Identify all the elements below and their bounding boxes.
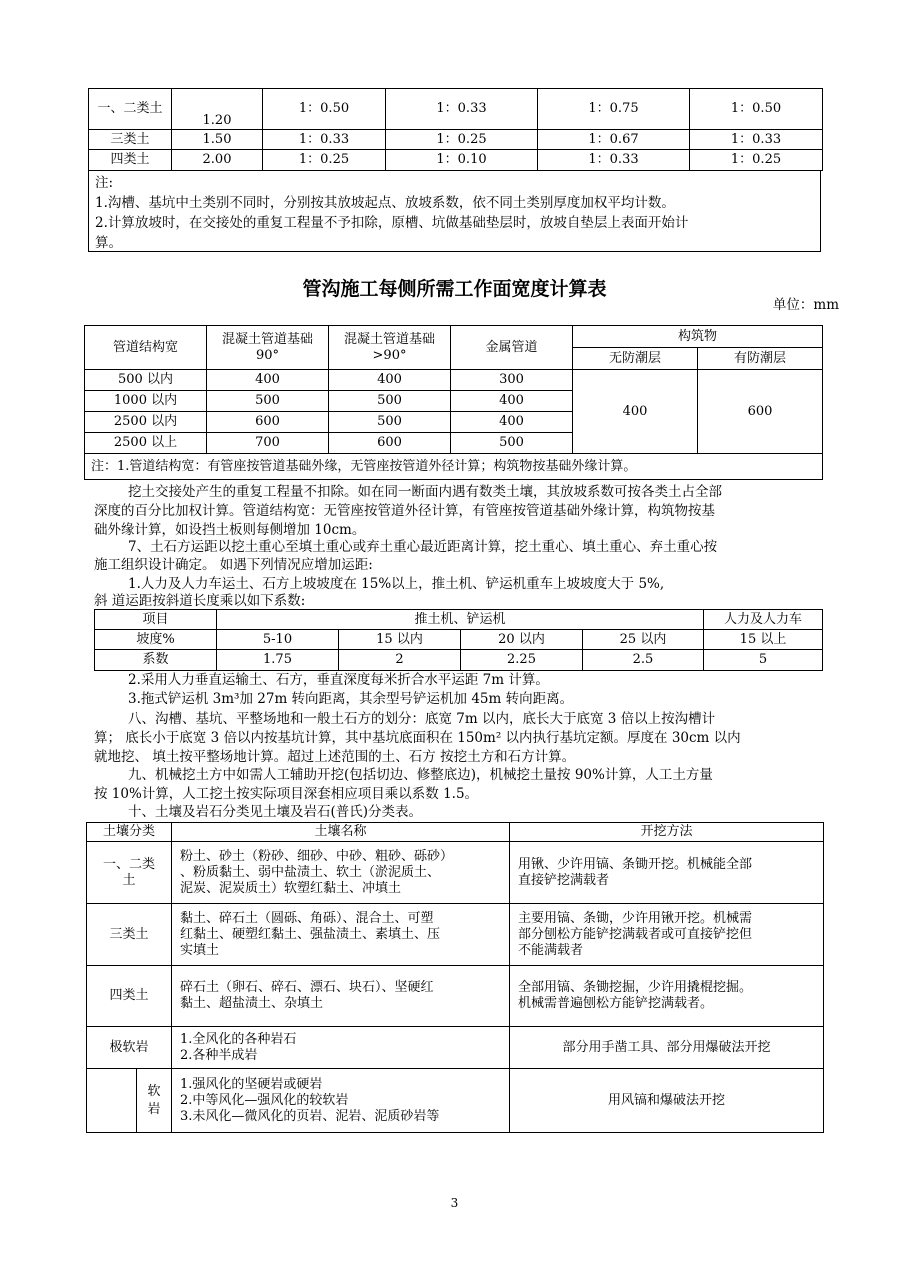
note-line: 算。 (95, 235, 122, 251)
work-width-table (84, 325, 823, 480)
table-header-row (95, 610, 823, 630)
column-header: 土壤分类 (87, 823, 172, 842)
table-cell: 400 (451, 391, 573, 412)
column-header: 金属管道 (451, 326, 573, 370)
column-header: 开挖方法 (510, 823, 824, 842)
page-title: 管沟施工每侧所需工作面宽度计算表 (302, 278, 607, 300)
soil-names-cell (172, 904, 510, 966)
paragraph-line: 深度的百分比加权计算。管道结构宽：无管座按管道外径计算，有管座按管道基础外缘计算，构筑物按基 (94, 503, 715, 519)
paragraph-line: 挖土交接处产生的重复工程量不扣除。如在同一断面内遇有数类土壤，其放坡系数可按各类土占全部 (128, 484, 722, 500)
method-cell (510, 904, 824, 966)
table-cell: 三类土 (89, 130, 172, 150)
text-line: 黏土、超盐渍土、杂填土 (180, 996, 324, 1011)
table-row (87, 1069, 824, 1133)
table-cell: 一、二类土 (89, 89, 172, 130)
table-header-row (85, 326, 823, 348)
table-row (95, 650, 823, 671)
text-line: 粉土、砂土（粉砂、细砂、中砂、粗砂、砾砂） (180, 848, 454, 864)
table-cell: 1：0.33 (538, 150, 690, 171)
text-line: 1.强风化的坚硬岩或硬岩 (180, 1076, 323, 1092)
table-cell: 500 (329, 412, 451, 433)
table-cell: 1：0.25 (263, 150, 386, 171)
soil-names-cell (172, 842, 510, 904)
text-line: 部分刨松方能铲挖满载者或可直接铲挖但 (518, 926, 753, 942)
table-cell: 1：0.33 (690, 130, 823, 150)
column-header: 土壤名称 (172, 823, 510, 842)
soil-subclass-cell: 软岩 (137, 1069, 172, 1133)
text-line: 主要用镐、条锄，少许用锹开挖。机械需 (518, 910, 753, 926)
table-cell: 1.50 (172, 130, 263, 150)
text-line: 2.各种半成岩 (180, 1047, 258, 1063)
table-cell: 1：0.33 (386, 89, 538, 130)
table-cell: 15 以上 (704, 630, 823, 650)
soil-class-cell: 三类土 (87, 904, 172, 966)
table-cell: 1.75 (217, 650, 339, 671)
table-cell: 600 (698, 370, 823, 454)
table-cell: 400 (207, 370, 329, 391)
table-cell: 1：0.75 (538, 89, 690, 130)
paragraph-line: 九、机械挖土方中如需人工辅助开挖(包括切边、修整底边)，机械挖土量按 90%计算，人工土方量 (128, 767, 713, 783)
table-cell: 1：0.25 (690, 150, 823, 171)
table-cell: 1：0.50 (690, 89, 823, 130)
paragraph-line: 算； 底长小于底宽 3 倍以内按基坑计算，其中基坑底面积在 150m² 以内执行基坑定额。厚度在 30cm 以内 (94, 730, 741, 746)
text-line: 不能满载者 (518, 942, 584, 958)
soil-names-cell (172, 1027, 510, 1069)
table-row (87, 966, 824, 1027)
paragraph-line: 斜 道运距按斜道长度乘以如下系数: (94, 593, 306, 609)
column-header: 推土机、铲运机 (217, 610, 704, 630)
table-cell: 500 (329, 391, 451, 412)
paragraph-line: 按 10%计算，人工挖土按实际项目深套相应项目乘以系数 1.5。 (94, 786, 479, 802)
table-row (85, 370, 823, 391)
table-note: 注：1.管道结构宽：有管座按管道基础外缘，无管座按管道外径计算；构筑物按基础外缘计算。 (85, 454, 823, 480)
method-cell (510, 966, 824, 1027)
note-line: 注: (95, 175, 114, 191)
text-line: 红黏土、硬塑红黏土、强盐渍土、素填土、压 (180, 926, 441, 942)
column-header: 项目 (95, 610, 217, 630)
text-line: 1.全风化的各种岩石 (180, 1031, 297, 1047)
paragraph-line: 础外缘计算，如设挡土板则每侧增加 10cm。 (94, 522, 366, 538)
table-row (87, 1027, 824, 1069)
table-cell: 700 (207, 433, 329, 454)
table-cell: 15 以内 (339, 630, 461, 650)
table-cell: 1：0.67 (538, 130, 690, 150)
table-header-row (87, 823, 824, 842)
table-row (95, 630, 823, 650)
column-header: 无防潮层 (573, 348, 698, 370)
soil-class-cell: 四类土 (87, 966, 172, 1027)
soil-class-cell: 一、二类土 (87, 842, 172, 904)
note-line: 2.计算放坡时，在交接处的重复工程量不予扣除，原槽、坑做基础垫层时，放坡自垫层上表面开始计 (95, 215, 689, 231)
table-cell: 2 (339, 650, 461, 671)
paragraph-line: 3.拖式铲运机 3m³加 27m 转向距离，其余型号铲运机加 45m 转向距离。 (128, 691, 574, 707)
slope-coefficient-table (94, 609, 823, 671)
paragraph-line: 十、土壤及岩石分类见土壤及岩石(普氏)分类表。 (128, 804, 423, 820)
table-row (89, 150, 823, 171)
text-line: 碎石土（卵石、碎石、漂石、块石）、坚硬红 (180, 980, 434, 995)
column-header: 人力及人力车 (704, 610, 823, 630)
text-line: 机械需普遍刨松方能铲挖满载者。 (518, 996, 714, 1011)
table-cell: 四类土 (89, 150, 172, 171)
soil-classification-table (86, 822, 824, 1133)
table-row (87, 842, 824, 904)
table-cell: 300 (451, 370, 573, 391)
text-line: 、粉质黏土、弱中盐渍土、软土（淤泥质土、 (180, 864, 441, 880)
note-line: 1.沟槽、基坑中土类别不同时，分别按其放坡起点、放坡系数，依不同土类别厚度加权平均计数。 (95, 195, 675, 211)
table-cell: 5-10 (217, 630, 339, 650)
table-cell: 600 (329, 433, 451, 454)
text-line: 2.中等风化—强风化的较软岩 (180, 1092, 349, 1108)
column-header: 管道结构宽 (85, 326, 207, 370)
text-line: 泥炭、泥炭质土）软塑红黏土、冲填土 (180, 880, 402, 896)
soil-class-cell (87, 1069, 137, 1133)
paragraph-line: 2.采用人力垂直运输土、石方，垂直深度每米折合水平运距 7m 计算。 (128, 672, 549, 688)
soil-class-cell: 极软岩 (87, 1027, 172, 1069)
table-cell: 1.20 (172, 89, 263, 130)
column-header: 混凝土管道基础 90° (207, 326, 329, 370)
table-note-row (85, 454, 823, 480)
table-cell: 600 (207, 412, 329, 433)
unit-label: 单位：mm (772, 297, 839, 313)
table-cell: 1：0.25 (386, 130, 538, 150)
table-cell: 2.00 (172, 150, 263, 171)
table-cell: 2.25 (461, 650, 583, 671)
table-cell: 系数 (95, 650, 217, 671)
table-cell: 1000 以内 (85, 391, 207, 412)
table-cell: 500 以内 (85, 370, 207, 391)
table-cell: 1：0.10 (386, 150, 538, 171)
table-row (87, 904, 824, 966)
soil-names-cell (172, 1069, 510, 1133)
slope-table (88, 88, 823, 171)
column-header: 混凝土管道基础>90° (329, 326, 451, 370)
table-cell: 20 以内 (461, 630, 583, 650)
table-cell: 1：0.33 (263, 130, 386, 150)
text-line: 全部用镐、条锄挖掘，少许用撬棍挖掘。 (518, 980, 753, 995)
column-header: 构筑物 (573, 326, 823, 348)
table-cell: 1：0.50 (263, 89, 386, 130)
table-cell: 25 以内 (583, 630, 704, 650)
text-line: 用锹、少许用镐、条锄开挖。机械能全部 (518, 856, 753, 872)
table-cell: 400 (329, 370, 451, 391)
table-cell: 2500 以上 (85, 433, 207, 454)
text-line: 黏土、碎石土（圆砾、角砾）、混合土、可塑 (180, 910, 434, 926)
method-cell (510, 842, 824, 904)
table-cell: 5 (704, 650, 823, 671)
table-cell: 400 (451, 412, 573, 433)
method-cell: 用风镐和爆破法开挖 (510, 1069, 824, 1133)
paragraph-line: 就地挖、 填土按平整场地计算。超过上述范围的土、石方 按挖土方和石方计算。 (94, 749, 576, 765)
table-row (89, 130, 823, 150)
soil-names-cell (172, 966, 510, 1027)
paragraph-line: 八、沟槽、基坑、平整场地和一般土石方的划分：底宽 7m 以内，底长大于底宽 3 倍以上按沟槽计 (128, 711, 716, 727)
paragraph-line: 7、土石方运距以挖土重心至填土重心或弃土重心最近距离计算，挖土重心、填土重心、弃土重心按 (128, 539, 718, 555)
method-cell: 部分用手凿工具、部分用爆破法开挖 (510, 1027, 824, 1069)
column-header: 有防潮层 (698, 348, 823, 370)
table-cell: 400 (573, 370, 698, 454)
table-cell: 坡度% (95, 630, 217, 650)
table-cell: 500 (451, 433, 573, 454)
page-number: 3 (450, 1196, 459, 1210)
slope-notes (88, 171, 821, 252)
text-line: 直接铲挖满载者 (518, 872, 610, 888)
table-cell: 500 (207, 391, 329, 412)
paragraph-line: 1.人力及人力车运土、石方上坡坡度在 15%以上，推土机、铲运机重车上坡坡度大于 5%, (128, 576, 665, 592)
paragraph-line: 施工组织设计确定。 如遇下列情况应增加运距: (94, 557, 373, 573)
table-row (89, 89, 823, 130)
table-cell: 2500 以内 (85, 412, 207, 433)
text-line: 实填土 (180, 942, 220, 958)
text-line: 3.未风化—微风化的页岩、泥岩、泥质砂岩等 (180, 1108, 440, 1124)
table-cell: 2.5 (583, 650, 704, 671)
